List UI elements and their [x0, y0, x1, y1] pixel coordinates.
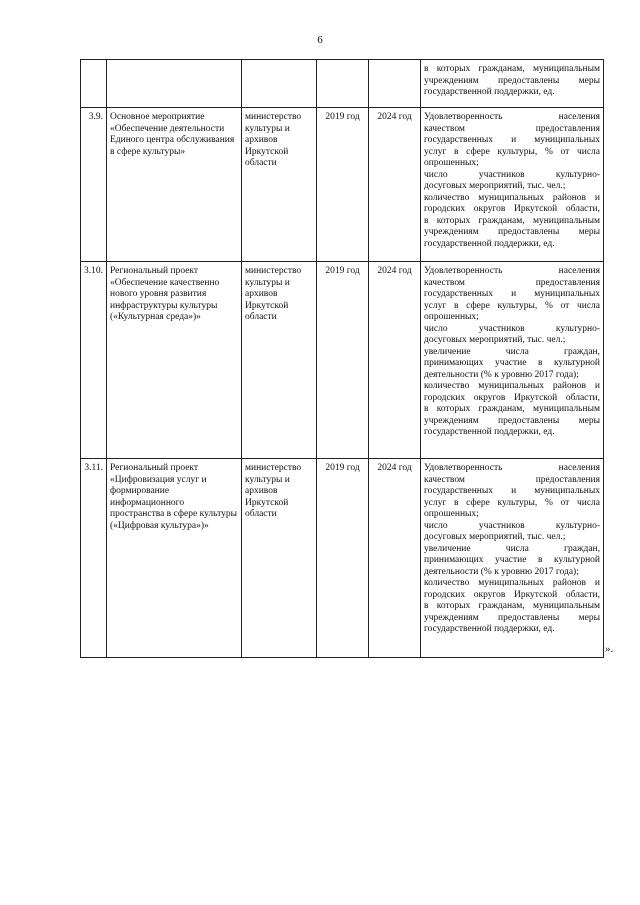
indicator-line: досуговых мероприятий, тыс. чел.; [424, 335, 566, 345]
indicator-line: услуг в сфере культуры, % от числа [424, 497, 600, 508]
cell-end-year: 2024 год [369, 459, 421, 658]
indicator-line: количество муниципальных районов и [424, 578, 600, 588]
cell-start-year [317, 60, 369, 108]
indicator-line: деятельности (% к уровню 2017 года); [424, 566, 579, 577]
indicator-line: опрошенных; [424, 158, 479, 168]
program-activities-table [80, 59, 604, 658]
indicator-line: учреждениям предоставлены меры [424, 415, 600, 426]
cell-num [81, 60, 107, 108]
indicator-line: государственной поддержки, ед. [424, 87, 555, 97]
table-row-3-9 [81, 108, 604, 262]
indicator-line: качеством предоставления [424, 277, 600, 288]
indicator-line: учреждениям предоставлены меры [424, 612, 600, 623]
indicator-line: увеличение числа граждан, [424, 543, 600, 554]
indicator-line: учреждениям предоставлены меры [424, 75, 600, 86]
indicator-line: государственной поддержки, ед. [424, 624, 555, 634]
cell-end-year [369, 60, 421, 108]
cell-activity-name [107, 60, 242, 108]
indicator-line: принимающих участие в культурной [424, 555, 600, 565]
cell-end-year: 2024 год [369, 262, 421, 459]
cell-executor: министерство культуры и архивов Иркутской области [242, 262, 317, 459]
indicator-line: государственных и муниципальных [424, 289, 600, 299]
indicator-line: городских округов Иркутской области, [424, 392, 600, 403]
indicator-line: Удовлетворенность населения [424, 266, 600, 276]
indicator-line: городских округов Иркутской области, [424, 589, 600, 600]
cell-num: 3.11. [81, 459, 107, 658]
indicator-line: в которых гражданам, муниципальным [424, 64, 600, 74]
indicator-line: деятельности (% к уровню 2017 года); [424, 369, 579, 380]
cell-start-year: 2019 год [317, 262, 369, 459]
indicator-line: в которых гражданам, муниципальным [424, 404, 600, 414]
indicator-line: городских округов Иркутской области, [424, 204, 600, 214]
indicator-line: качеством предоставления [424, 474, 600, 485]
table-row-continuation [81, 60, 604, 108]
cell-activity-name: Региональный проект «Цифровизация услуг и формирование информационного пространства в сфере культуры («Цифровая культура»)» [107, 459, 242, 658]
indicator-line: в которых гражданам, муниципальным [424, 215, 600, 226]
indicator-line: увеличение числа граждан, [424, 346, 600, 357]
indicator-line: Удовлетворенность населения [424, 463, 600, 473]
cell-indicators [421, 60, 604, 108]
indicator-line: досуговых мероприятий, тыс. чел.; [424, 181, 566, 191]
indicator-line: число участников культурно- [424, 323, 600, 334]
table-row-3-10 [81, 262, 604, 459]
cell-executor [242, 60, 317, 108]
cell-num: 3.10. [81, 262, 107, 459]
closing-quote-mark: ». [605, 643, 614, 655]
indicator-line: количество муниципальных районов и [424, 192, 600, 203]
cell-start-year: 2019 год [317, 459, 369, 658]
indicator-line: качеством предоставления [424, 123, 600, 134]
indicator-line: государственной поддержки, ед. [424, 427, 555, 437]
cell-indicators [421, 262, 604, 459]
cell-activity-name: Основное мероприятие «Обеспечение деятельности Единого центра обслуживания в сфере культуры» [107, 108, 242, 262]
indicator-line: досуговых мероприятий, тыс. чел.; [424, 532, 566, 542]
cell-indicators [421, 108, 604, 262]
cell-end-year: 2024 год [369, 108, 421, 262]
indicator-line: государственных и муниципальных [424, 486, 600, 496]
indicator-line: услуг в сфере культуры, % от числа [424, 300, 600, 311]
cell-executor: министерство культуры и архивов Иркутской области [242, 459, 317, 658]
table-row-3-11 [81, 459, 604, 658]
indicator-line: число участников культурно- [424, 520, 600, 531]
indicator-line: учреждениям предоставлены меры [424, 227, 600, 237]
cell-executor: министерство культуры и архивов Иркутской области [242, 108, 317, 262]
indicator-line: услуг в сфере культуры, % от числа [424, 146, 600, 157]
indicator-line: опрошенных; [424, 312, 479, 322]
indicator-line: количество муниципальных районов и [424, 381, 600, 391]
page-number: 6 [317, 34, 323, 46]
cell-activity-name: Региональный проект «Обеспечение качественно нового уровня развития инфраструктуры культуры («Культурная среда»)» [107, 262, 242, 459]
indicator-line: число участников культурно- [424, 169, 600, 180]
cell-start-year: 2019 год [317, 108, 369, 262]
cell-num: 3.9. [81, 108, 107, 262]
indicator-line: государственной поддержки, ед. [424, 238, 555, 249]
indicator-line: опрошенных; [424, 509, 479, 519]
indicator-line: государственных и муниципальных [424, 135, 600, 145]
cell-indicators [421, 459, 604, 658]
indicator-line: в которых гражданам, муниципальным [424, 601, 600, 611]
indicator-line: Удовлетворенность населения [424, 112, 600, 122]
indicator-line: принимающих участие в культурной [424, 358, 600, 368]
